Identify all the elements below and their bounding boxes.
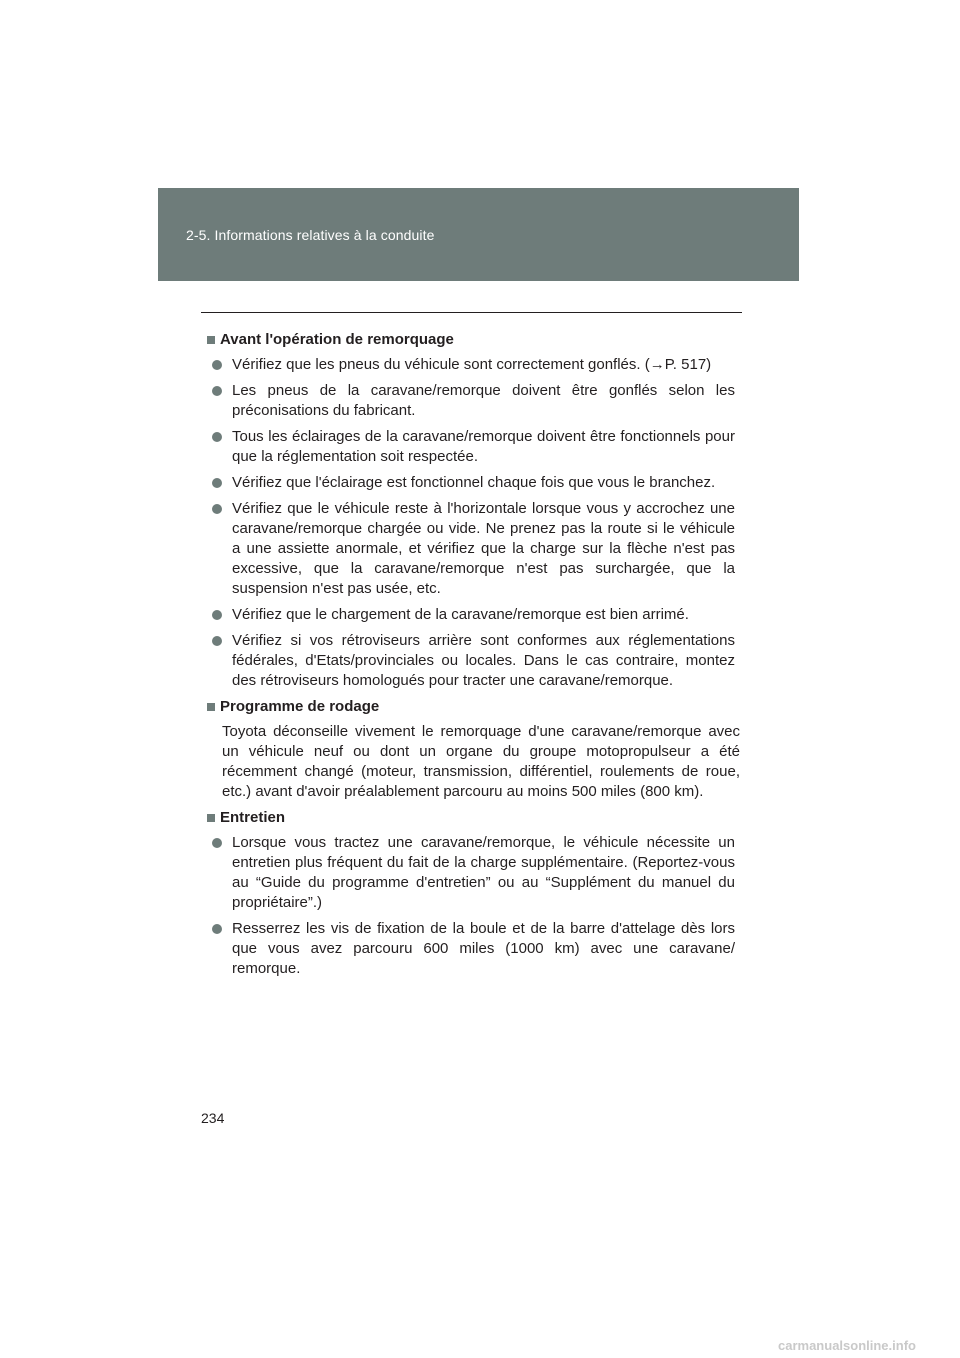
round-bullet-icon	[212, 610, 222, 620]
round-bullet-icon	[212, 924, 222, 934]
section-entretien	[207, 808, 740, 979]
list-item-text: Lorsque vous tractez une caravane/remorque, le véhicule nécessite un entretien plus fréquent du fait de la charge supplémentaire. (Reportez-vous au “Guide du programme d'entretien” ou au “Supplément du manuel du propriétaire”.)	[232, 834, 735, 911]
list-item-text: Vérifiez si vos rétroviseurs arrière sont conformes aux réglementations fédérales, d'Etats/provinciales ou locales. Dans le cas contraire, montez des rétroviseurs homologués pour tracter une caravane/remorque.	[232, 632, 735, 689]
square-bullet-icon	[207, 703, 215, 711]
round-bullet-icon	[212, 838, 222, 848]
list-item-text: Resserrez les vis de fixation de la boule et de la barre d'attelage dès lors que vous avez parcouru 600 miles (1000 km) avec une caravane/ remorque.	[232, 920, 735, 977]
list-item-text: Vérifiez que les pneus du véhicule sont correctement gonflés. (→P. 517)	[232, 356, 712, 373]
list-item	[207, 833, 740, 913]
list-item	[207, 919, 740, 979]
section-heading	[207, 808, 740, 828]
header-rule	[201, 312, 742, 313]
list-item	[207, 605, 740, 625]
list-item	[207, 631, 740, 691]
list-item-text: Vérifiez que le chargement de la caravane/remorque est bien arrimé.	[232, 606, 689, 623]
section-heading-text: Entretien	[220, 809, 286, 826]
section-heading-text: Avant l'opération de remorquage	[220, 331, 454, 348]
section-heading	[207, 330, 740, 350]
watermark-text: carmanualsonline.info	[778, 1338, 916, 1353]
list-item	[207, 499, 740, 599]
list-item-text: Tous les éclairages de la caravane/remorque doivent être fonctionnels pour que la réglementation soit respectée.	[232, 428, 735, 465]
section-heading-text: Programme de rodage	[220, 698, 380, 715]
chapter-title: 2-5. Informations relatives à la conduite	[186, 227, 435, 243]
round-bullet-icon	[212, 360, 222, 370]
round-bullet-icon	[212, 504, 222, 514]
list-item	[207, 473, 740, 493]
list-item	[207, 427, 740, 467]
bullet-list	[207, 833, 740, 979]
section-paragraph: Toyota déconseille vivement le remorquage d'une caravane/remorque avec un véhicule neuf ou dont un organe du groupe motopropulseur a été récemment changé (moteur, transmission, différentiel, roulements de roue, etc.) avant d'avoir préalablement parcouru au moins 500 miles (800 km).	[222, 723, 740, 800]
round-bullet-icon	[212, 386, 222, 396]
square-bullet-icon	[207, 814, 215, 822]
list-item-text: Les pneus de la caravane/remorque doivent être gonflés selon les préconisations du fabricant.	[232, 382, 735, 419]
section-avant-remorquage	[207, 330, 740, 691]
chapter-header-band	[158, 188, 799, 281]
page-number: 234	[201, 1110, 225, 1126]
list-item-text: Vérifiez que le véhicule reste à l'horizontale lorsque vous y accrochez une caravane/remorque chargée ou vide. Ne prenez pas la route si le véhicule a une assiette anormale, et vérifiez que la charge sur la flèche n'est pas excessive, que la caravane/remorque n'est pas surchargée, que la suspension n'est pas usée, etc.	[232, 500, 735, 597]
round-bullet-icon	[212, 432, 222, 442]
square-bullet-icon	[207, 336, 215, 344]
list-item-text: Vérifiez que l'éclairage est fonctionnel chaque fois que vous le branchez.	[232, 474, 716, 491]
list-item	[207, 355, 740, 375]
bullet-list	[207, 355, 740, 691]
section-programme-rodage	[207, 697, 740, 802]
round-bullet-icon	[212, 636, 222, 646]
page-content	[207, 330, 740, 985]
list-item	[207, 381, 740, 421]
round-bullet-icon	[212, 478, 222, 488]
section-heading	[207, 697, 740, 717]
